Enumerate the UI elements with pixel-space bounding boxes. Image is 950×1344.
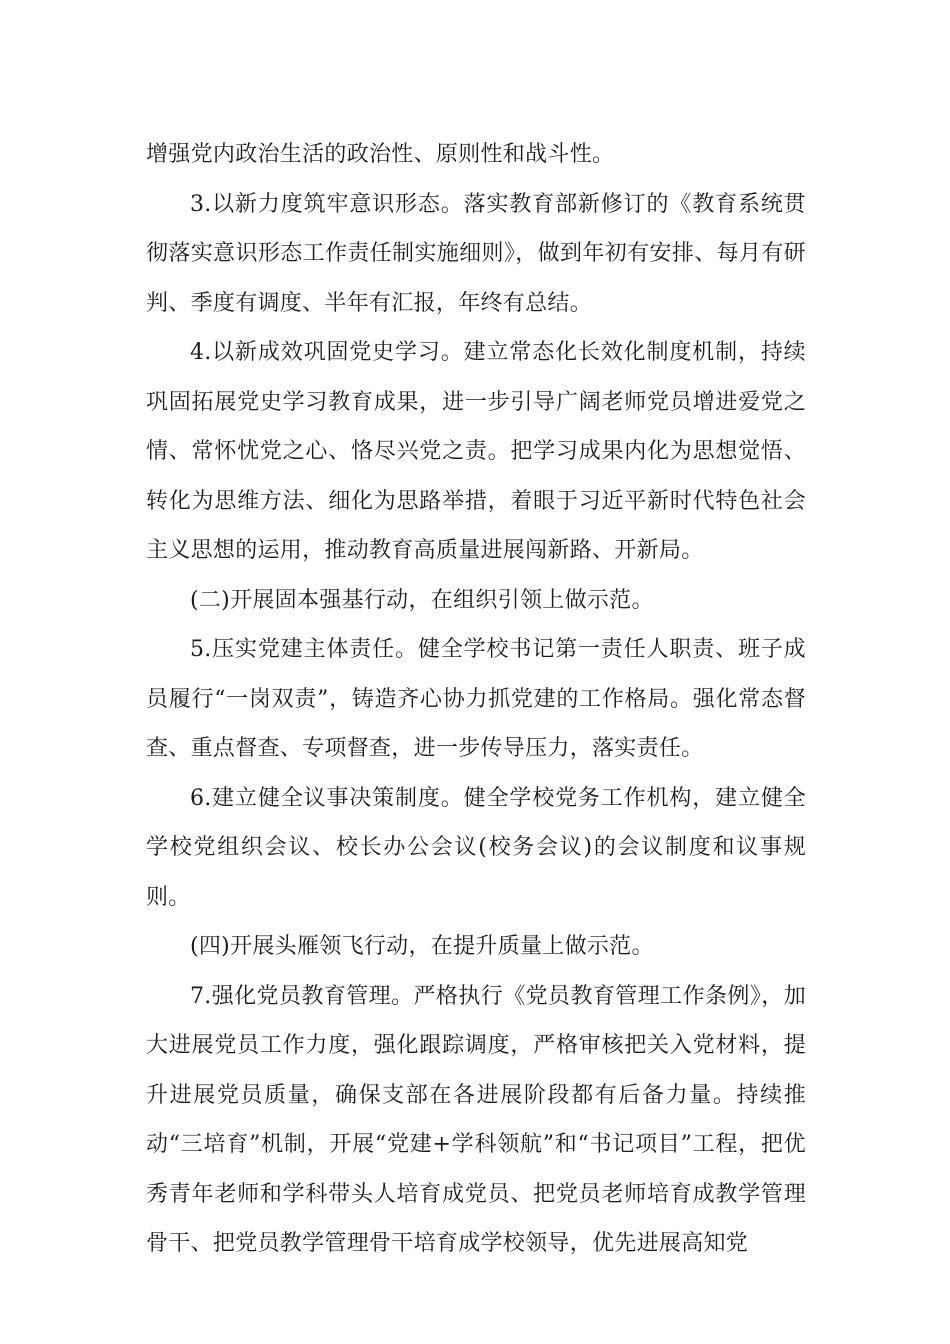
- paragraph-item-7: 7.强化党员教育管理。严格执行《党员教育管理工作条例》，加大进展党员工作力度，强化跟踪调度，严格审核把关入党材料，提升进展党员质量，确保支部在各进展阶段都有后备力量。持续推动“三培育”机制，开展“党建+学科领航”和“书记项目”工程，把优秀青年老师和学科带头人培育成党员、把党员老师培育成教学管理骨干、把党员教学管理骨干培育成学校领导，优先进展高知党: [146, 983, 806, 1256]
- paragraph-item-3: 3.以新力度筑牢意识形态。落实教育部新修订的《教育系统贯彻落实意识形态工作责任制实施细则》，做到年初有安排、每月有研判、季度有调度、半年有汇报，年终有总结。: [146, 191, 806, 316]
- paragraph-item-5: 5.压实党建主体责任。健全学校书记第一责任人职责、班子成员履行“一岗双责”，铸造齐心协力抓党建的工作格局。强化常态督查、重点督查、专项督查，进一步传导压力，落实责任。: [146, 637, 806, 761]
- paragraph-continuation: 增强党内政治生活的政治性、原则性和战斗性。: [146, 142, 615, 167]
- section-heading-4: (四)开展头雁领飞行动，在提升质量上做示范。: [190, 934, 654, 959]
- section-heading-2: (二)开展固本强基行动，在组织引领上做示范。: [190, 587, 654, 613]
- paragraph-item-6: 6.建立健全议事决策制度。健全学校党务工作机构，建立健全学校党组织会议、校长办公会议(校务会议)的会议制度和议事规则。: [146, 785, 806, 910]
- paragraph-item-4: 4.以新成效巩固党史学习。建立常态化长效化制度机制，持续巩固拓展党史学习教育成果，进一步引导广阔老师党员增进爱党之情、常怀忧党之心、恪尽兴党之责。把学习成果内化为思想觉悟、转化为思维方法、细化为思路举措，着眼于习近平新时代特色社会主义思想的运用，推动教育高质量进展闯新路、开新局。: [146, 340, 806, 563]
- document-body: [146, 130, 806, 1269]
